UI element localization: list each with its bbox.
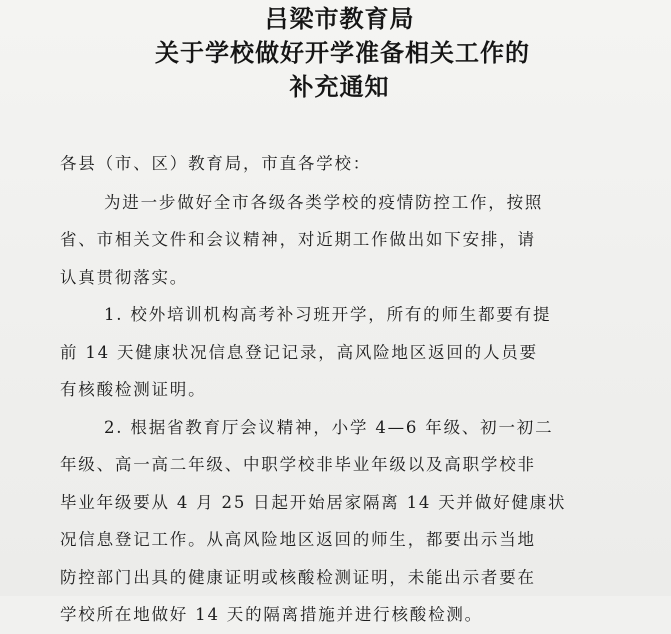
item-1-line: 1. 校外培训机构高考补习班开学，所有的师生都要有提 <box>104 305 552 324</box>
title-subject: 关于学校做好开学准备相关工作的 <box>155 38 530 67</box>
intro-line: 省、市相关文件和会议精神，对近期工作做出如下安排，请 <box>60 230 536 249</box>
item-2-line: 2. 根据省教育厅会议精神，小学 4—6 年级、初一初二 <box>104 417 554 437</box>
document-body <box>60 148 600 634</box>
intro-line: 认真贯彻落实。 <box>60 267 189 287</box>
salutation: 各县（市、区）教育局，市直各学校： <box>60 154 372 173</box>
item-2-line: 年级、高一高二年级、中职学校非毕业年级以及高职学校非 <box>60 455 536 474</box>
item-2-line: 毕业年级要从 4 月 25 日起开始居家隔离 14 天并做好健康状 <box>60 492 567 512</box>
title-issuer: 吕梁市教育局 <box>264 4 415 33</box>
item-1-line: 有核酸检测证明。 <box>60 380 207 399</box>
document-header <box>0 2 671 104</box>
item-2-line: 防控部门出具的健康证明或核酸检测证明，未能出示者要在 <box>60 567 536 587</box>
item-1-line: 前 14 天健康状况信息登记记录，高风险地区返回的人员要 <box>60 342 538 362</box>
item-2-line: 况信息登记工作。从高风险地区返回的师生，都要出示当地 <box>60 530 536 549</box>
intro-line: 为进一步做好全市各级各类学校的疫情防控工作，按照 <box>104 192 544 212</box>
title-type: 补充通知 <box>289 72 390 101</box>
item-2-line: 学校所在地做好 14 天的隔离措施并进行核酸检测。 <box>60 605 483 624</box>
